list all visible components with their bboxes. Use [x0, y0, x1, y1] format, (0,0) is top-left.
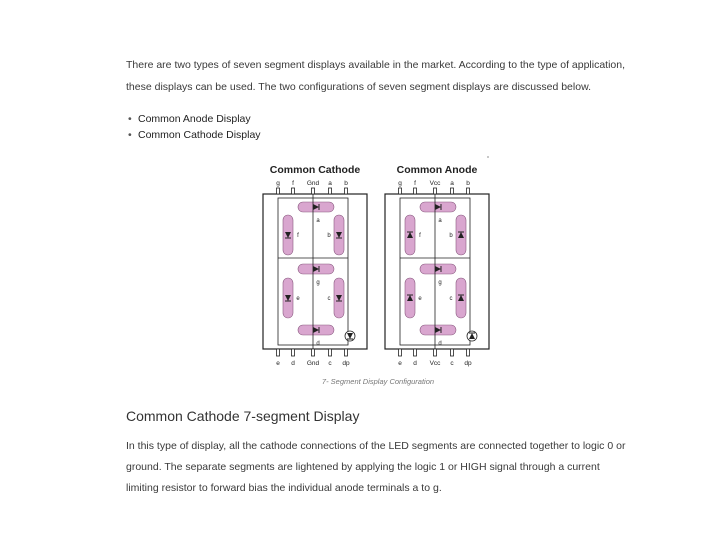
top-pin-label: b [344, 180, 348, 187]
pin-stub-bottom [345, 349, 348, 356]
top-pin-label: f [292, 180, 294, 187]
bottom-pin-label: Gnd [306, 360, 320, 367]
pin-stub-bottom [414, 349, 417, 356]
pin-stub-top [414, 188, 417, 194]
segment-label-c: c [327, 296, 331, 302]
pin-stub-bottom [467, 349, 470, 356]
segment-label-e: e [296, 296, 300, 302]
pin-stub-top [312, 188, 315, 194]
pin-stub-top [434, 188, 437, 194]
segment-label-f: f [297, 233, 299, 239]
bottom-pin-label: d [291, 360, 295, 367]
common-anode-diagram [385, 164, 489, 367]
bottom-pin-label: d [413, 360, 417, 367]
top-pin-label: f [414, 180, 416, 187]
segment-label-g: g [316, 280, 320, 286]
figure-caption: 7- Segment Display Configuration [321, 377, 435, 386]
bottom-pin-label: dp [342, 360, 350, 367]
list-item-common-cathode: • Common Cathode Display [128, 127, 261, 143]
segment-label-e: e [418, 296, 422, 302]
bottom-pin-label: Vcc [429, 360, 441, 367]
pin-stub-top [345, 188, 348, 194]
pin-stub-bottom [277, 349, 280, 356]
pin-stub-bottom [292, 349, 295, 356]
segment-label-a: a [438, 218, 442, 224]
top-pin-label: g [398, 180, 402, 187]
top-pin-label: a [450, 180, 454, 187]
pin-stub-top [399, 188, 402, 194]
bottom-pin-label: e [398, 360, 402, 367]
pin-stub-top [467, 188, 470, 194]
segment-label-d: d [438, 341, 442, 347]
seven-segment-configuration-figure [258, 158, 498, 378]
common-cathode-diagram [263, 164, 367, 367]
panel-title: Common Cathode [269, 164, 361, 176]
pin-stub-bottom [329, 349, 332, 356]
bottom-pin-label: c [328, 360, 332, 367]
bottom-pin-label: dp [464, 360, 472, 367]
section-paragraph: In this type of display, all the cathode connections of the LED segments are connected together to logic 0 or ground. The separate segments are lightened by applying the logic 1 or HIGH signal through a current limiting resistor to forward bias the individual anode terminals a to g. [126, 440, 626, 494]
top-pin-label: g [276, 180, 280, 187]
pin-stub-bottom [451, 349, 454, 356]
section-heading: Common Cathode 7-segment Display [126, 408, 360, 424]
decorative-dot [487, 156, 489, 158]
segment-label-b: b [449, 233, 453, 239]
bottom-pin-label: e [276, 360, 280, 367]
segment-label-d: d [316, 341, 320, 347]
pin-stub-top [451, 188, 454, 194]
bottom-pin-label: c [450, 360, 454, 367]
pin-stub-bottom [434, 349, 437, 356]
segment-label-a: a [316, 218, 320, 224]
pin-stub-bottom [399, 349, 402, 356]
pin-stub-top [277, 188, 280, 194]
display-types-list [128, 111, 261, 143]
pin-stub-top [329, 188, 332, 194]
segment-label-b: b [327, 233, 331, 239]
segment-label-c: c [449, 296, 453, 302]
list-item-common-anode: • Common Anode Display [128, 111, 261, 127]
pin-stub-top [292, 188, 295, 194]
panel-title: Common Anode [396, 164, 478, 176]
top-pin-label: a [328, 180, 332, 187]
segment-label-f: f [419, 233, 421, 239]
top-pin-label: Gnd [306, 180, 320, 187]
segment-label-g: g [438, 280, 442, 286]
top-pin-label: b [466, 180, 470, 187]
pin-stub-bottom [312, 349, 315, 356]
top-pin-label: Vcc [429, 180, 441, 187]
intro-paragraph: There are two types of seven segment displays available in the market. According to the type of application, these displays can be used. The two configurations of seven segment displays are discussed below. [126, 59, 626, 93]
